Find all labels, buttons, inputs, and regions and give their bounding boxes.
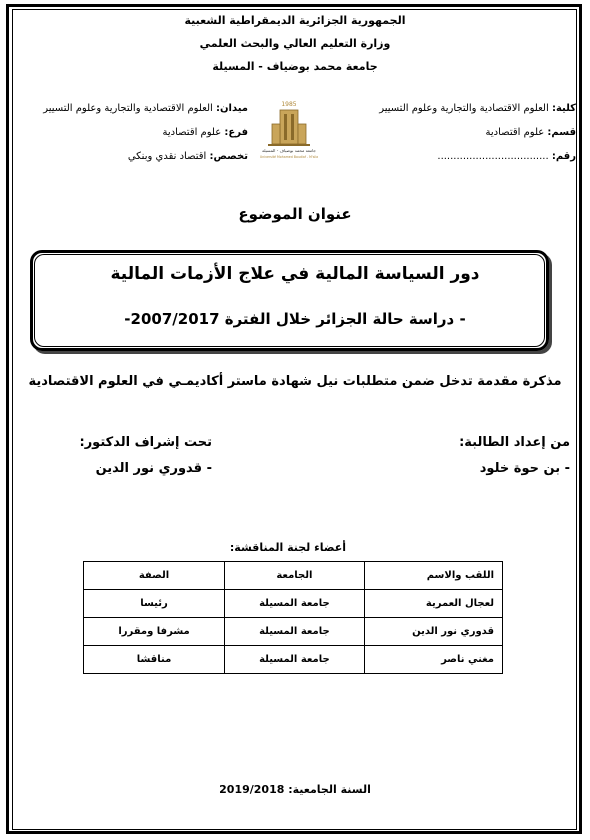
supervisor-label: تحت إشراف الدكتور: (79, 435, 212, 450)
field-value: العلوم الاقتصادية والتجارية وعلوم التسيير (43, 103, 213, 114)
department-line (486, 127, 576, 138)
committee-heading: أعضاء لجنة المناقشة: (229, 541, 346, 554)
department-value: علوم اقتصادية (485, 127, 545, 138)
header-cell-role: الصفة (84, 562, 225, 590)
memo-statement: مذكرة مقدمة تدخل ضمن متطلبات نيل شهادة ماستر أكاديمـي في العلوم الاقتصادية (28, 374, 562, 389)
thesis-subtitle: - دراسة حالة الجزائر خلال الفترة 2007/2017- (124, 310, 466, 328)
department-label: قسم: (547, 127, 576, 138)
member-role: مشرفا ومقررا (84, 618, 225, 646)
member-university: جامعة المسيلة (225, 590, 365, 618)
number-label: رقم: (551, 151, 576, 162)
table-row (84, 646, 503, 674)
member-name: قدوري نور الدين (364, 618, 502, 646)
branch-line (162, 127, 248, 138)
branch-value: علوم اقتصادية (162, 127, 222, 138)
faculty-label: كلية: (551, 103, 576, 114)
specialty-label: تخصص: (209, 151, 248, 162)
thesis-title: دور السياسة المالية في علاج الأزمات المالية (110, 264, 480, 284)
ministry-header: وزارة التعليم العالي والبحث العلمي (199, 37, 391, 50)
student-name: - بن حوة خلود (479, 461, 570, 476)
table-row (84, 590, 503, 618)
table-row (84, 618, 503, 646)
table-header-row (84, 562, 503, 590)
specialty-value: اقتصاد نقدي وبنكي (127, 151, 207, 162)
field-line (43, 103, 248, 114)
member-name: مغني ناصر (364, 646, 502, 674)
faculty-line (379, 103, 576, 114)
member-name: لعجال العمرية (364, 590, 502, 618)
member-role: رئيسا (84, 590, 225, 618)
republic-header: الجمهورية الجزائرية الديمقراطية الشعبية (184, 14, 406, 27)
student-label: من إعداد الطالبة: (459, 435, 570, 450)
university-header: جامعة محمد بوضياف - المسيلة (212, 60, 378, 73)
supervisor-name: - قدوري نور الدين (95, 461, 212, 476)
member-role: مناقشا (84, 646, 225, 674)
header-cell-university: الجامعة (225, 562, 365, 590)
committee-table (83, 561, 503, 674)
academic-year: السنة الجامعية: 2019/2018 (219, 783, 371, 796)
member-university: جامعة المسيلة (225, 646, 365, 674)
specialty-line (128, 151, 248, 162)
branch-label: فرع: (224, 127, 248, 138)
logo-name-fr: Université Mohamed Boudiaf - M'sila (259, 155, 319, 159)
logo-year: 1985 (281, 101, 297, 108)
university-logo-icon (258, 98, 320, 160)
logo-name-ar: جامعة محمد بوضياف - المسيلة (261, 148, 317, 153)
field-label: ميدان: (215, 103, 248, 114)
faculty-value: العلوم الاقتصادية والتجارية وعلوم التسيير (379, 103, 549, 114)
member-university: جامعة المسيلة (225, 618, 365, 646)
header-cell-name: اللقب والاسم (364, 562, 502, 590)
topic-heading: عنوان الموضوع (238, 205, 352, 223)
number-value: ................................... (437, 151, 549, 162)
number-line (437, 151, 576, 162)
